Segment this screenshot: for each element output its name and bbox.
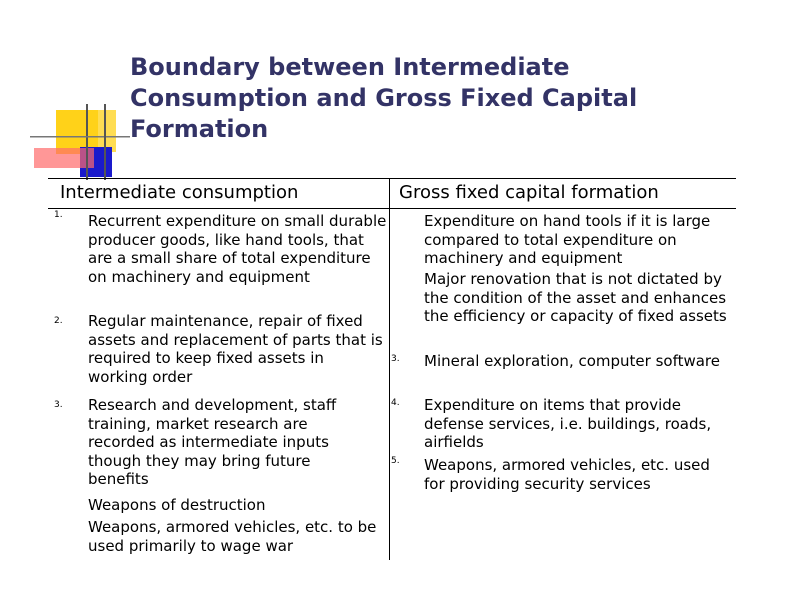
list-item: Recurrent expenditure on small durable producer goods, like hand tools, that are a small share of total expenditure on machinery and equipment <box>88 212 387 286</box>
list-item-number: 1. <box>54 210 63 220</box>
list-item: Research and development, staff training, market research are recorded as intermediate inputs though they may bring future benefits <box>88 396 337 489</box>
comparison-table <box>48 178 736 560</box>
list-item: Weapons of destruction <box>88 496 266 514</box>
logo-red-bar <box>34 148 94 168</box>
list-item-number: 3. <box>54 400 63 410</box>
list-item: Expenditure on items that provide defense services, i.e. buildings, roads, airfields <box>424 396 712 452</box>
right-header-text: Gross fixed capital formation <box>399 182 659 203</box>
logo-vertical-rule <box>86 104 88 180</box>
list-item-number: 5. <box>391 456 400 466</box>
logo-vertical-rule-2 <box>104 104 106 180</box>
list-item-number: 4. <box>391 398 400 408</box>
list-item: Weapons, armored vehicles, etc. used for providing security services <box>424 456 710 493</box>
right-column-header <box>389 178 736 209</box>
list-item-number: 2. <box>54 316 63 326</box>
slide-logo <box>0 0 130 190</box>
slide-title: Boundary between Intermediate Consumption and Gross Fixed Capital Formation <box>130 53 638 143</box>
list-item: Regular maintenance, repair of fixed assets and replacement of parts that is required to keep fixed assets in working order <box>88 312 383 386</box>
list-item-number: 3. <box>391 354 400 364</box>
logo-horizontal-rule <box>30 136 130 138</box>
column-divider <box>389 178 390 560</box>
list-item: Mineral exploration, computer software <box>424 352 721 370</box>
left-column-header <box>48 178 389 209</box>
list-item: Weapons, armored vehicles, etc. to be used primarily to wage war <box>88 518 377 555</box>
list-item: Major renovation that is not dictated by the condition of the asset and enhances the efficiency or capacity of fixed assets <box>424 270 727 326</box>
list-item: Expenditure on hand tools if it is large compared to total expenditure on machinery and equipment <box>424 212 711 268</box>
left-header-text: Intermediate consumption <box>60 182 299 203</box>
